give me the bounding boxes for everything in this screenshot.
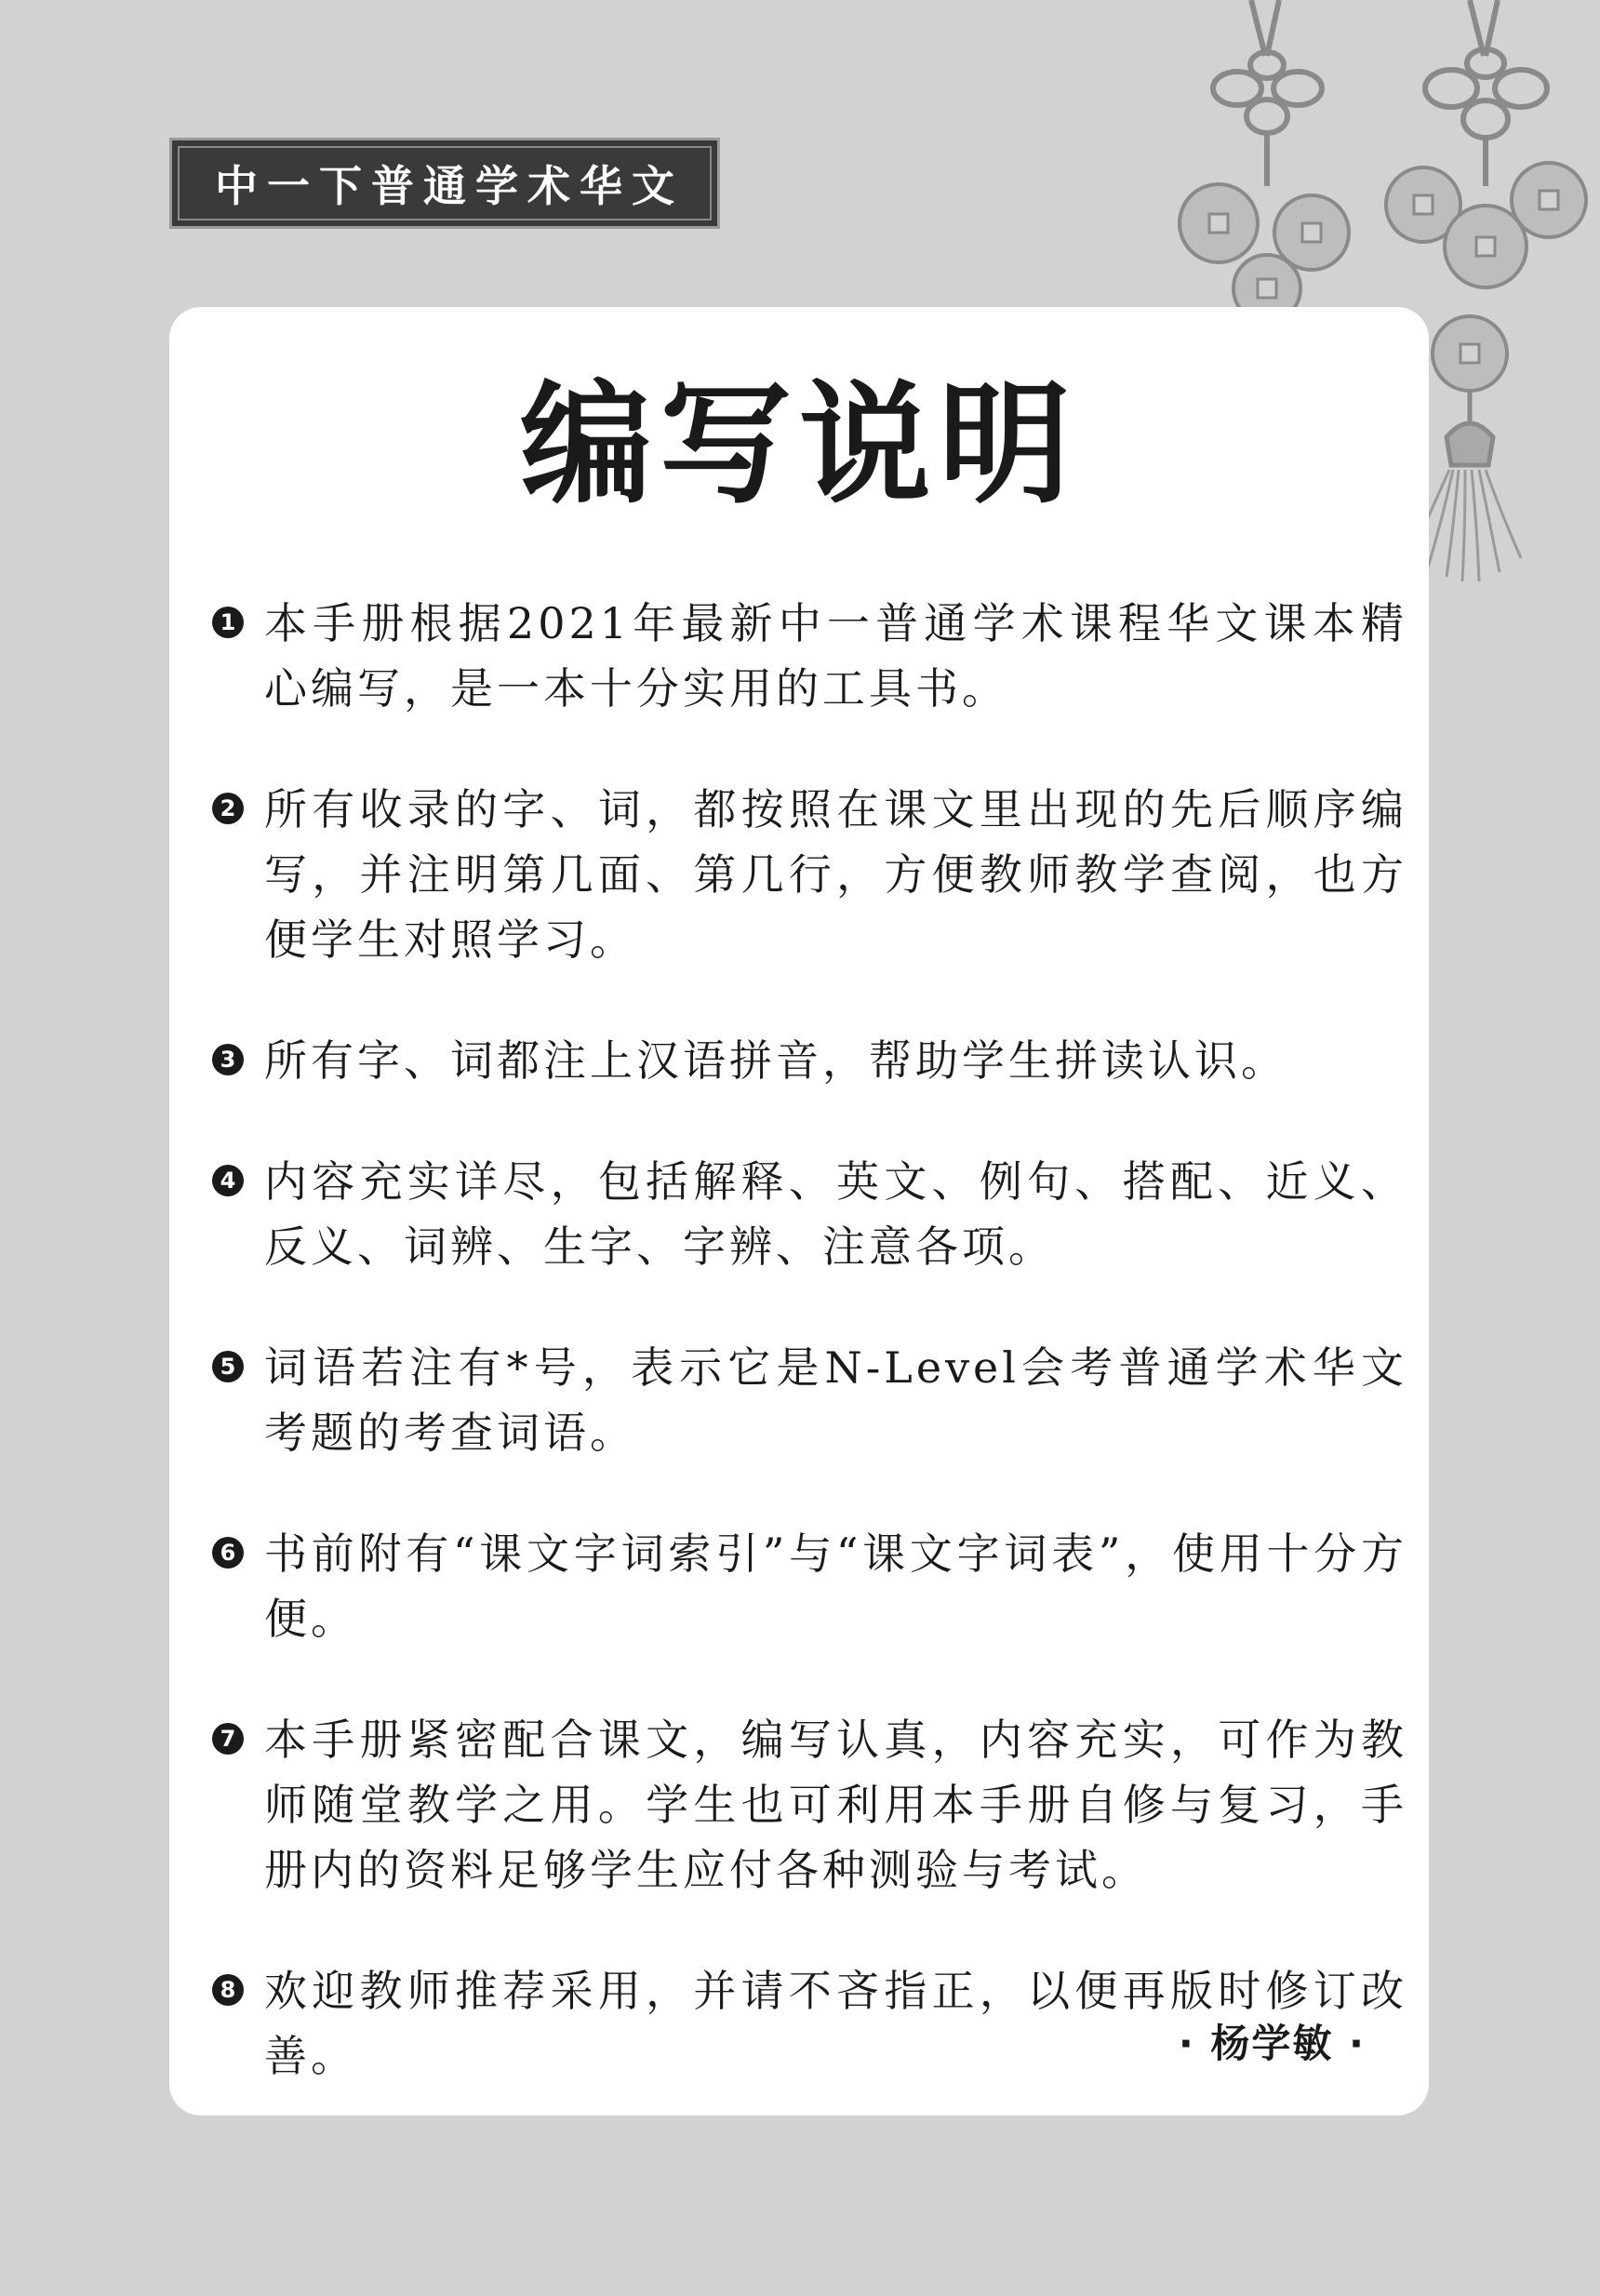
item-text: 词语若注有*号，表示它是N-Level会考普通学术华文考题的考查词语。 [264,1342,1407,1458]
list-item [212,591,1407,721]
item-text: 书前附有“课文字词索引”与“课文字词表”，使用十分方便。 [264,1528,1407,1644]
item-number-badge: 7 [212,1723,244,1755]
item-text: 本手册紧密配合课文，编写认真，内容充实，可作为教师随堂教学之用。学生也可利用本手册自修与复习，手册内的资料足够学生应付各种测验与考试。 [264,1715,1407,1895]
item-number-badge: 5 [212,1351,244,1382]
item-text: 所有收录的字、词，都按照在课文里出现的先后顺序编写，并注明第几面、第几行，方便教师教学查阅，也方便学生对照学习。 [264,784,1407,965]
item-text: 内容充实详尽，包括解释、英文、例句、搭配、近义、反义、词辨、生字、字辨、注意各项。 [264,1156,1407,1272]
list-item [212,1335,1407,1465]
item-text: 欢迎教师推荐采用，并请不吝指正，以便再版时修订改善。 [264,1966,1407,2081]
item-number-badge: 6 [212,1537,244,1568]
item-text: 本手册根据2021年最新中一普通学术课程华文课本精心编写，是一本十分实用的工具书。 [264,598,1407,714]
header-banner [169,138,720,229]
item-number-badge: 4 [212,1165,244,1196]
item-text: 所有字、词都注上汉语拼音，帮助学生拼读认识。 [264,1035,1287,1086]
item-number-badge: 3 [212,1044,244,1075]
item-number-badge: 8 [212,1974,244,2006]
list-item [212,777,1407,972]
page-title: 编写说明 [520,368,1078,522]
banner-label: 中一下普通学术华文 [215,161,684,211]
list-item [212,1707,1407,1902]
author-signature: · 杨学敏 · [1178,2021,1366,2066]
item-number-badge: 2 [212,793,244,824]
list-item [212,1028,1407,1093]
list-item [212,1149,1407,1279]
item-number-badge: 1 [212,607,244,638]
instruction-list [212,591,1407,2144]
content-card [169,307,1429,2116]
list-item [212,1521,1407,1651]
